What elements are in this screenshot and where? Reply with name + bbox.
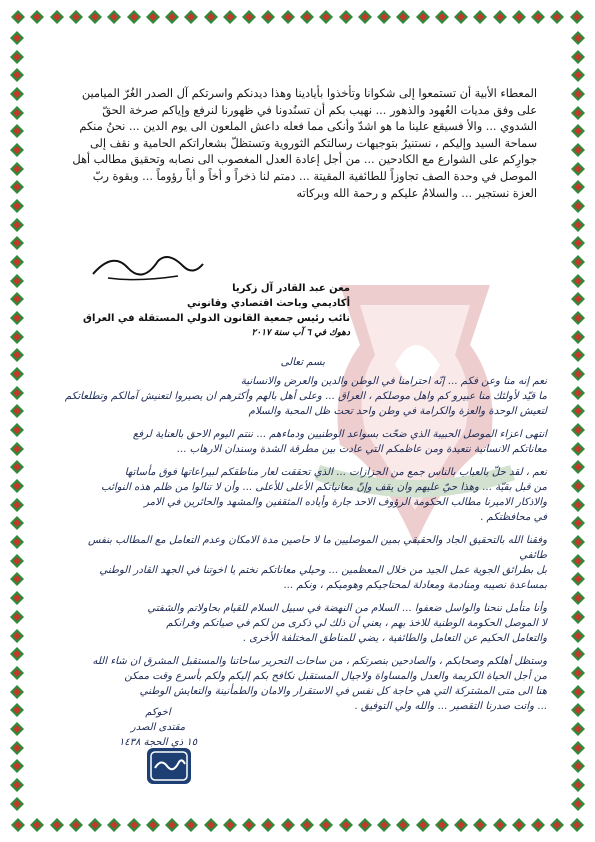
border-ornament bbox=[569, 817, 585, 833]
border-ornament bbox=[9, 721, 25, 737]
handwritten-line: لتعيش الوحدة والعزة والكرامة في وطن واحد تحت ظل المحبة والسلام bbox=[248, 406, 547, 417]
border-ornament bbox=[570, 534, 586, 550]
border-ornament bbox=[570, 665, 586, 681]
border-ornament bbox=[9, 459, 25, 475]
border-ornament bbox=[9, 254, 25, 270]
border-ornament bbox=[29, 9, 45, 25]
border-bottom bbox=[10, 814, 585, 836]
border-ornament bbox=[570, 198, 586, 214]
border-ornament bbox=[570, 478, 586, 494]
border-ornament bbox=[357, 9, 373, 25]
border-ornament bbox=[126, 817, 142, 833]
border-ornament bbox=[492, 9, 508, 25]
border-ornament bbox=[9, 385, 25, 401]
handwritten-line: من قبل بقيّة ... وهذا حيّ عليهم وان يقف وإنّ معانياتكم الأعلى للأعلى ... وأن لا تنالوا من ظلم هذه النوائب bbox=[100, 482, 547, 493]
handwritten-greeting bbox=[185, 355, 325, 370]
border-ornament bbox=[570, 366, 586, 382]
border-ornament bbox=[9, 684, 25, 700]
border-ornament bbox=[434, 817, 450, 833]
closing-name: مقتدى الصدر bbox=[130, 722, 186, 733]
border-ornament bbox=[9, 478, 25, 494]
border-ornament bbox=[9, 777, 25, 793]
border-ornament bbox=[9, 291, 25, 307]
border-ornament bbox=[241, 817, 257, 833]
border-ornament bbox=[472, 9, 488, 25]
handwritten-line: والاذكار الاميرنا مطالب الحكومة الرؤوف الاحد جارة وأياده المثقفين والمشهد والحائرين في الامر bbox=[144, 497, 547, 508]
border-ornament bbox=[87, 9, 103, 25]
border-ornament bbox=[570, 291, 586, 307]
border-ornament bbox=[9, 628, 25, 644]
border-ornament bbox=[570, 347, 586, 363]
handwritten-line: معاناتكم الانسانية نتعيدة ومن عاظمكم التي عادت بين مطرقة الشدة وسندان الارهاب ... bbox=[176, 444, 547, 455]
handwritten-line: وأنا متأمل ننحنا والواسل ضعفوا ... السلام من النهضة في سبيل السلام للقيام بحاولاتم والشفتي bbox=[147, 603, 547, 614]
border-ornament bbox=[415, 9, 431, 25]
border-ornament bbox=[87, 817, 103, 833]
border-ornament bbox=[570, 105, 586, 121]
border-ornament bbox=[9, 366, 25, 382]
border-ornament bbox=[453, 817, 469, 833]
handwritten-line: نعم ، لقد حلّ بالعباب بالناس جمع من الحزازات ... الذي تحققت لعار مناطقكم لبيراعاتها فوق مأساتها bbox=[124, 467, 547, 478]
border-ornament bbox=[9, 422, 25, 438]
border-ornament bbox=[570, 590, 586, 606]
border-ornament bbox=[9, 553, 25, 569]
handwritten-line: والتعامل الحكيم عن التعامل والطائفية ، يضي للمناطق المختلفة الأخرى . bbox=[242, 633, 547, 644]
signature-mark bbox=[88, 246, 208, 286]
border-top bbox=[10, 6, 585, 28]
handwritten-line: ما قيّد لأولئك منا عبيرو كم واهل موصلكم ، العراق ... وعلى أهل بالهم وأكثرهم ان يصيروا لتعنيش آمالكم وتطلعاتكم bbox=[64, 391, 547, 402]
border-ornament bbox=[570, 628, 586, 644]
border-ornament bbox=[492, 817, 508, 833]
border-ornament bbox=[357, 817, 373, 833]
border-ornament bbox=[222, 817, 238, 833]
border-ornament bbox=[549, 9, 565, 25]
signatory-position: نائب رئيس جمعية القانون الدولي المستقلة في العراق bbox=[83, 313, 350, 324]
handwritten-line: لا الموصل الحكومة الوطنية للاخذ بهم ، يعني أن ذلك لي ذكرى من لكم في صياتكم وفرانكم bbox=[166, 618, 547, 629]
typed-paragraph-text: المعطاء الأبية أن تستمعوا إلى شكوانا وتأخذوا بأيادينا وهذا ديدنكم واسرتكم آل الصدر الغُرّ الميامين على وفق مديات العُهود والذهور ... نهيب بكم أن تسنُدونا في ظهورنا لنرفع وإياكم صرخة الحقّ الشدوي ... والأ فسيقع علينا ما هو اشدّ وأنكى مما فعله داعش الملعون الى يوم الدين ... نحنُ منكم سماحة السيد وإليكم ، نستنيرُ بتوجيهات رسالتكم الثوروية وتستظلّ بشعاراتكم الحامية و نقف إلى جوارِكم على الشوارع مع الكادحين ... من أجل إعادة العدل المغصوب الى نصابه وتحقيق مطالب أهل الموصل في وحدة الصف تجاوزاً للطائفية المقيتة ... دمتم لنا ذخراً و أخاً و أباً رؤوماً ... وبقوة ربّ العزة نستجير ... والسلامُ عليكم و رحمة الله وبركاته bbox=[72, 87, 537, 200]
handwritten-line: وفقنا الله بالتحقيق الجاد والحقيقي بمين الموصليين ما لا حاصين مدة الامكان وعدم التعامل مع المطالب بنفس طائفي bbox=[87, 535, 547, 561]
border-ornament bbox=[49, 9, 65, 25]
border-ornament bbox=[570, 49, 586, 65]
border-ornament bbox=[68, 9, 84, 25]
handwritten-line: بل بطرائق الجوية عمل الجيد من خلال المعظمين ... وحيلي معاناتكم نختم يا اخوتنا في الجهد القادر الوطني bbox=[99, 565, 547, 576]
border-ornament bbox=[9, 179, 25, 195]
border-ornament bbox=[338, 9, 354, 25]
closing-date: ١٥ ذي الحجة ١٤٣٨ bbox=[118, 737, 198, 748]
signatory-name: معن عبد القادر آل زكريا bbox=[232, 283, 350, 294]
border-ornament bbox=[530, 817, 546, 833]
letter-typed-paragraph bbox=[70, 86, 537, 202]
border-ornament bbox=[395, 817, 411, 833]
border-ornament bbox=[511, 9, 527, 25]
border-ornament bbox=[260, 817, 276, 833]
border-ornament bbox=[570, 702, 586, 718]
border-ornament bbox=[570, 67, 586, 83]
official-stamp bbox=[145, 746, 193, 786]
border-ornament bbox=[68, 817, 84, 833]
border-ornament bbox=[203, 9, 219, 25]
border-ornament bbox=[9, 571, 25, 587]
border-ornament bbox=[570, 142, 586, 158]
border-right bbox=[567, 30, 589, 812]
border-ornament bbox=[280, 817, 296, 833]
border-ornament bbox=[9, 646, 25, 662]
border-ornament bbox=[9, 273, 25, 289]
border-ornament bbox=[9, 796, 25, 812]
border-ornament bbox=[9, 310, 25, 326]
border-ornament bbox=[570, 123, 586, 139]
border-ornament bbox=[145, 817, 161, 833]
border-ornament bbox=[9, 665, 25, 681]
border-ornament bbox=[570, 515, 586, 531]
border-ornament bbox=[9, 740, 25, 756]
border-ornament bbox=[570, 273, 586, 289]
border-ornament bbox=[183, 817, 199, 833]
border-ornament bbox=[570, 497, 586, 513]
border-ornament bbox=[530, 9, 546, 25]
border-ornament bbox=[434, 9, 450, 25]
border-left bbox=[6, 30, 28, 812]
border-ornament bbox=[299, 9, 315, 25]
border-ornament bbox=[570, 86, 586, 102]
signatory-date: دهوك في ٦ آب سنة ٢٠١٧ bbox=[251, 328, 350, 338]
border-ornament bbox=[570, 777, 586, 793]
border-ornament bbox=[241, 9, 257, 25]
border-ornament bbox=[126, 9, 142, 25]
border-ornament bbox=[203, 817, 219, 833]
border-ornament bbox=[570, 740, 586, 756]
border-ornament bbox=[318, 817, 334, 833]
border-ornament bbox=[9, 702, 25, 718]
border-ornament bbox=[570, 385, 586, 401]
border-ornament bbox=[10, 817, 26, 833]
border-ornament bbox=[570, 553, 586, 569]
border-ornament bbox=[9, 497, 25, 513]
border-ornament bbox=[570, 609, 586, 625]
border-ornament bbox=[570, 646, 586, 662]
border-ornament bbox=[106, 817, 122, 833]
border-ornament bbox=[570, 684, 586, 700]
border-ornament bbox=[570, 441, 586, 457]
border-ornament bbox=[106, 9, 122, 25]
border-ornament bbox=[9, 403, 25, 419]
border-ornament bbox=[9, 329, 25, 345]
handwritten-line: بمساعدة نصيبه ومنادمة ومعادلة لمحتاجيكم وهوميكم ، ونكم ... bbox=[283, 580, 547, 591]
handwritten-line: نعم إنه منا وعن فكم ... إنّه احترامنا في الوطن والدين والعرض والانسانية bbox=[240, 376, 547, 387]
border-ornament bbox=[376, 9, 392, 25]
border-ornament bbox=[299, 817, 315, 833]
border-ornament bbox=[570, 796, 586, 812]
border-ornament bbox=[9, 67, 25, 83]
border-ornament bbox=[570, 161, 586, 177]
border-ornament bbox=[570, 459, 586, 475]
border-ornament bbox=[9, 49, 25, 65]
signatory-title: أكاديمي وباحث اقتصادي وقانوني bbox=[186, 298, 350, 309]
border-ornament bbox=[570, 235, 586, 251]
handwritten-line: هنا الى متى المشتركة التي هي حاجة كل نفس في الاستقرار والامان والطمأنينة والتعايش الوطني bbox=[139, 686, 547, 697]
border-ornament bbox=[10, 9, 26, 25]
border-ornament bbox=[453, 9, 469, 25]
border-ornament bbox=[570, 721, 586, 737]
handwritten-line: ... واتت صدرنا التقصير ... والله ولي التوفيق . bbox=[354, 701, 547, 712]
border-ornament bbox=[9, 609, 25, 625]
border-ornament bbox=[9, 217, 25, 233]
border-ornament bbox=[9, 161, 25, 177]
border-ornament bbox=[183, 9, 199, 25]
border-ornament bbox=[570, 217, 586, 233]
border-ornament bbox=[222, 9, 238, 25]
handwritten-body bbox=[58, 374, 547, 714]
border-ornament bbox=[9, 534, 25, 550]
border-ornament bbox=[145, 9, 161, 25]
border-ornament bbox=[9, 142, 25, 158]
border-ornament bbox=[29, 817, 45, 833]
border-ornament bbox=[570, 254, 586, 270]
border-ornament bbox=[570, 30, 586, 46]
border-ornament bbox=[280, 9, 296, 25]
border-ornament bbox=[260, 9, 276, 25]
border-ornament bbox=[570, 329, 586, 345]
border-ornament bbox=[570, 758, 586, 774]
border-ornament bbox=[9, 198, 25, 214]
border-ornament bbox=[570, 179, 586, 195]
border-ornament bbox=[9, 123, 25, 139]
border-ornament bbox=[9, 235, 25, 251]
border-ornament bbox=[569, 9, 585, 25]
border-ornament bbox=[9, 347, 25, 363]
border-ornament bbox=[9, 105, 25, 121]
border-ornament bbox=[570, 403, 586, 419]
border-ornament bbox=[318, 9, 334, 25]
handwritten-line: وستظل أهلكم وصحابكم ، والصادحين بنصرتكم ، من ساحات التحرير ساحاتنا والمستقبل المشرق ان شاء الله bbox=[92, 656, 547, 667]
border-ornament bbox=[549, 817, 565, 833]
border-ornament bbox=[395, 9, 411, 25]
border-ornament bbox=[472, 817, 488, 833]
greeting-text: بسم تعالى bbox=[280, 357, 325, 368]
border-ornament bbox=[570, 310, 586, 326]
border-ornament bbox=[338, 817, 354, 833]
border-ornament bbox=[570, 422, 586, 438]
border-ornament bbox=[164, 817, 180, 833]
border-ornament bbox=[376, 817, 392, 833]
border-ornament bbox=[415, 817, 431, 833]
border-ornament bbox=[164, 9, 180, 25]
border-ornament bbox=[9, 590, 25, 606]
border-ornament bbox=[570, 571, 586, 587]
handwritten-line: من أجل الحياة الكريمة والعدل والمساواة ولاجيال المستقبل نكافح بكم إليكم ولكم بأسرع وقت ممكن bbox=[124, 671, 547, 682]
border-ornament bbox=[511, 817, 527, 833]
border-ornament bbox=[9, 441, 25, 457]
handwritten-line: في محافظتكم . bbox=[480, 512, 547, 523]
border-ornament bbox=[9, 30, 25, 46]
border-ornament bbox=[49, 817, 65, 833]
closing-word: اخوكم bbox=[145, 707, 171, 718]
handwritten-line: انتهى اعزاء الموصل الحبيبة الذي ضحّت بسواعد الوطنيين ودماءهم ... ننتم اليوم الاحق بالعناية لرفع bbox=[132, 429, 547, 440]
border-ornament bbox=[9, 515, 25, 531]
border-ornament bbox=[9, 758, 25, 774]
border-ornament bbox=[9, 86, 25, 102]
